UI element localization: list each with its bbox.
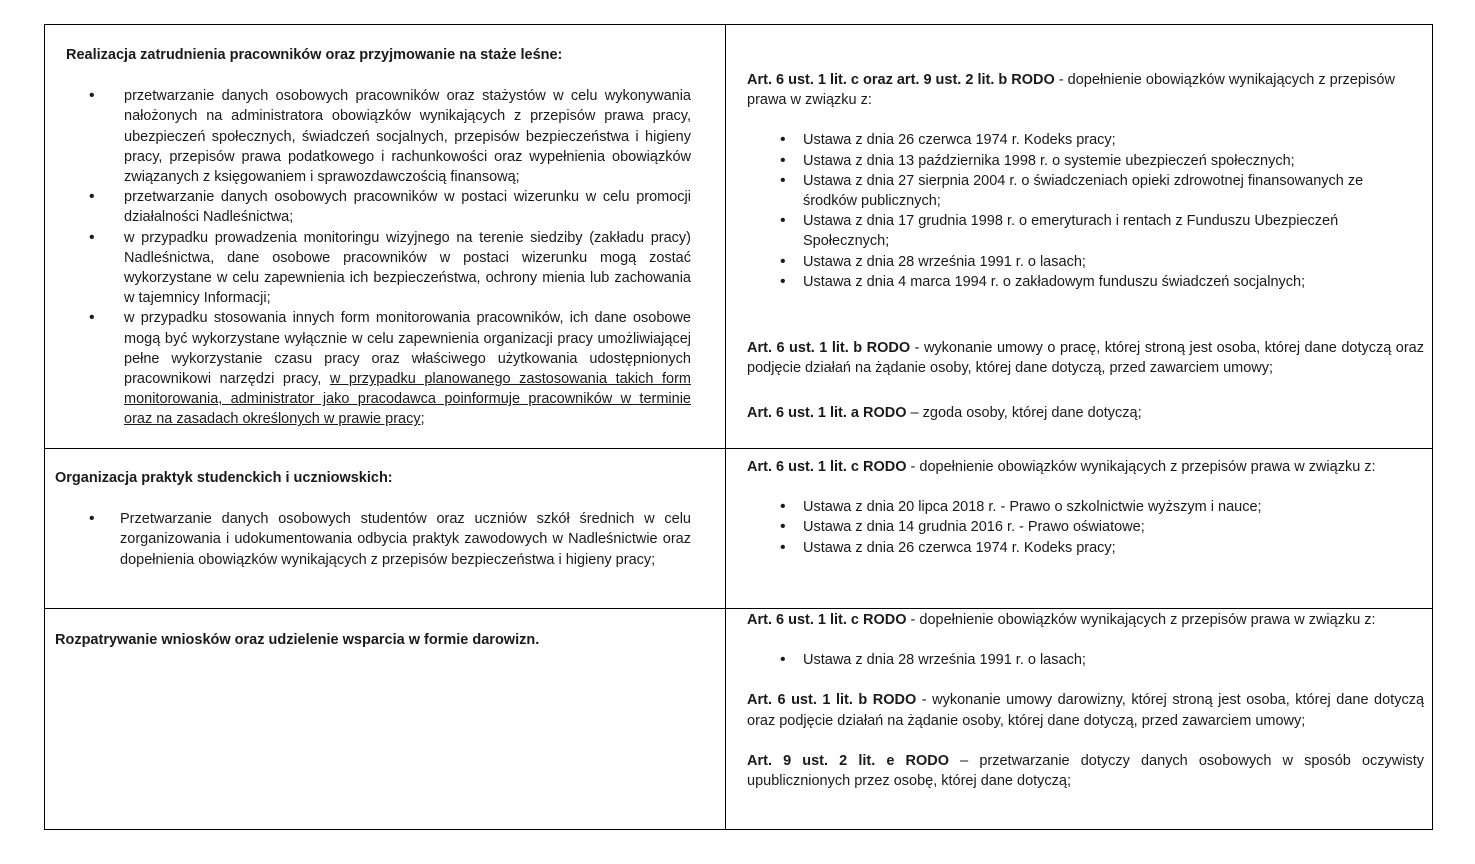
law-item: • Ustawa z dnia 26 czerwca 1974 r. Kodeks pracy; <box>747 538 1424 558</box>
law-item: • Ustawa z dnia 17 grudnia 1998 r. o emeryturach i rentach z Funduszu Ubezpieczeń Społecznych; <box>747 211 1367 251</box>
row3-purpose-title: Rozpatrywanie wniosków oraz udzielenie wsparcia w formie darowizn. <box>55 632 540 648</box>
row2-purpose-list <box>55 509 691 570</box>
row3-law-list <box>747 650 1424 670</box>
underlined-notice: w przypadku planowanego zastosowania takich form monitorowania, administrator jako pracodawca poinformuje pracowników w terminie oraz na zasadach określonych w prawie pracy <box>124 371 691 428</box>
column-divider <box>725 24 726 830</box>
legal-basis-article: Art. 6 ust. 1 lit. c RODO <box>747 459 907 475</box>
legal-basis-text: - wykonanie umowy o pracę, której stroną jest osoba, której dane dotyczą oraz podjęcie działań na żądanie osoby, której dane dotyczą, przed zawarciem umowy; <box>747 340 1424 377</box>
legal-basis <box>747 70 1424 110</box>
row1-law-list <box>747 130 1367 292</box>
legal-basis-article: Art. 6 ust. 1 lit. a RODO <box>747 405 907 422</box>
legal-basis-text: - dopełnienie obowiązków wynikających z przepisów prawa w związku z: <box>906 612 1376 628</box>
legal-basis <box>747 610 1424 630</box>
law-item: • Ustawa z dnia 13 października 1998 r. o systemie ubezpieczeń społecznych; <box>747 151 1367 171</box>
legal-basis <box>747 403 1424 423</box>
legal-basis-article: Art. 6 ust. 1 lit. b RODO <box>747 692 917 709</box>
row2-purpose-cell <box>55 468 691 570</box>
row1-purpose-title: Realizacja zatrudnienia pracowników oraz przyjmowanie na staże leśne: <box>66 47 563 63</box>
row-divider <box>44 448 1433 449</box>
law-item: • Ustawa z dnia 28 września 1991 r. o lasach; <box>747 650 1424 670</box>
row3-basis-cell <box>747 610 1424 791</box>
legal-basis-text: - wykonanie umowy darowizny, której stroną jest osoba, której dane dotyczą oraz podjęcie działań na żądanie osoby, której dane dotyczą, przed zawarciem umowy; <box>747 692 1425 729</box>
legal-basis-text: – zgoda osoby, której dane dotyczą; <box>906 405 1142 422</box>
law-item: • Ustawa z dnia 20 lipca 2018 r. - Prawo o szkolnictwie wyższym i nauce; <box>747 497 1424 517</box>
law-item: • Ustawa z dnia 4 marca 1994 r. o zakładowym funduszu świadczeń socjalnych; <box>747 272 1367 292</box>
row2-law-list <box>747 497 1424 558</box>
legal-basis-text: - dopełnienie obowiązków wynikających z przepisów prawa w związku z: <box>906 459 1376 475</box>
row3-purpose-cell <box>55 630 691 650</box>
row2-purpose-title: Organizacja praktyk studenckich i uczniowskich: <box>55 470 393 486</box>
row-divider <box>44 608 1433 609</box>
list-item: • przetwarzanie danych osobowych pracowników w postaci wizerunku w celu promocji działalności Nadleśnictwa; <box>55 187 691 227</box>
list-item: • Przetwarzanie danych osobowych studentów oraz uczniów szkół średnich w celu zorganizowania i udokumentowania odbycia praktyk zawodowych w Nadleśnictwie oraz dopełnienia obowiązków wynikających z przepisów bezpieczeństwa i higieny pracy; <box>55 509 691 570</box>
law-item: • Ustawa z dnia 26 czerwca 1974 r. Kodeks pracy; <box>747 130 1367 150</box>
law-item: • Ustawa z dnia 28 września 1991 r. o lasach; <box>747 252 1367 272</box>
row1-purpose-cell <box>55 45 691 430</box>
legal-basis-article: Art. 6 ust. 1 lit. b RODO <box>747 340 911 357</box>
legal-basis <box>747 690 1424 730</box>
legal-basis-text: - dopełnienie obowiązków wynikających z przepisów prawa w związku z: <box>747 72 1395 109</box>
row2-basis-cell <box>747 457 1424 558</box>
legal-basis-article: Art. 6 ust. 1 lit. c oraz art. 9 ust. 2 lit. b RODO <box>747 72 1055 88</box>
row1-purpose-list <box>55 86 691 429</box>
legal-basis <box>747 457 1424 477</box>
legal-basis-article: Art. 6 ust. 1 lit. c RODO <box>747 612 907 628</box>
list-item-tail: ; <box>420 411 425 428</box>
list-item <box>55 308 691 429</box>
law-item: • Ustawa z dnia 27 sierpnia 2004 r. o świadczeniach opieki zdrowotnej finansowanych ze środków publicznych; <box>747 171 1367 211</box>
list-item: • przetwarzanie danych osobowych pracowników oraz stażystów w celu wykonywania nałożonych na administratora obowiązków wynikających z przepisów prawa pracy, ubezpieczeń społecznych, świadczeń socjalnych, przepisów bezpieczeństwa i higieny pracy, przepisów prawa podatkowego i rachunkowości oraz wypełnienia obowiązków związanych z księgowaniem i sprawozdawczością finansową; <box>55 86 691 187</box>
legal-basis-text: – przetwarzanie dotyczy danych osobowych w sposób oczywisty upublicznionych przez osobę, której dane dotyczą; <box>747 752 1425 790</box>
legal-basis-article: Art. 9 ust. 2 lit. e RODO <box>747 752 950 769</box>
list-item-text: w przypadku stosowania innych form monitorowania pracowników, ich dane osobowe mogą być wykorzystane wyłącznie w celu zapewnienia organizacji pracy umożliwiającej pełne wykorzystanie czasu pracy oraz właściwego użytkowania udostępnionych pracownikowi narzędzi pracy, <box>124 310 691 388</box>
list-item: • w przypadku prowadzenia monitoringu wizyjnego na terenie siedziby (zakładu pracy) Nadleśnictwa, dane osobowe pracowników w postaci wizerunku mogą zostać wykorzystane w celu zapewnienia ich bezpieczeństwa, ochrony mienia lub zachowania w tajemnicy Informacji; <box>55 228 691 309</box>
legal-basis <box>747 338 1424 378</box>
row1-basis-cell <box>747 70 1424 424</box>
law-item: • Ustawa z dnia 14 grudnia 2016 r. - Prawo oświatowe; <box>747 517 1424 537</box>
legal-basis <box>747 751 1424 791</box>
